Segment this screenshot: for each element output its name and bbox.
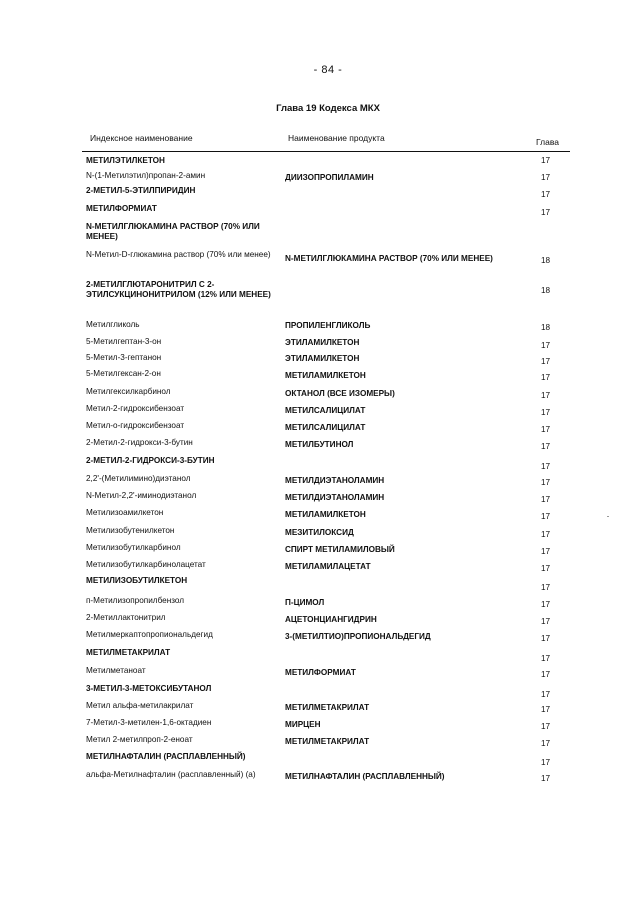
product-name-cell: МЕЗИТИЛОКСИД	[285, 528, 354, 537]
chapter-cell: 17	[541, 495, 551, 504]
chapter-cell: 17	[541, 583, 551, 592]
chapter-cell: 17	[541, 739, 551, 748]
index-name-cell: Метилгликоль	[86, 320, 140, 329]
chapter-cell: 17	[541, 208, 551, 217]
header-chapter: Глава	[536, 137, 559, 147]
chapter-cell: 17	[541, 156, 551, 165]
chapter-cell: 17	[541, 173, 551, 182]
index-name-cell: Метилизобутенилкетон	[86, 526, 175, 535]
product-name-cell: МЕТИЛФОРМИАТ	[285, 668, 356, 677]
index-name-cell: Метилмеркаптопропиональдегид	[86, 630, 213, 639]
index-name-cell: 2-МЕТИЛ-2-ГИДРОКСИ-3-БУТИН	[86, 456, 215, 465]
chapter-cell: 17	[541, 357, 551, 366]
index-name-cell: МЕТИЛФОРМИАТ	[86, 204, 157, 213]
table-header	[82, 131, 570, 152]
index-name-cell: Метил альфа-метилакрилат	[86, 701, 194, 710]
product-name-cell: ОКТАНОЛ (ВСЕ ИЗОМЕРЫ)	[285, 389, 395, 398]
index-name-cell: 5-Метил-3-гептанон	[86, 353, 162, 362]
product-name-cell: 3-(МЕТИЛТИО)ПРОПИОНАЛЬДЕГИД	[285, 632, 431, 641]
index-name-cell: Метилметаноат	[86, 666, 146, 675]
index-name-cell: N-Метил-2,2'-иминодиэтанол	[86, 491, 197, 500]
index-name-cell: 5-Метилгептан-3-он	[86, 337, 162, 346]
chapter-cell: 17	[541, 408, 551, 417]
index-name-cell: Метил 2-метилпроп-2-еноат	[86, 735, 193, 744]
index-name-cell: альфа-Метилнафталин (расплавленный) (а)	[86, 770, 256, 779]
product-name-cell: ЭТИЛАМИЛКЕТОН	[285, 354, 360, 363]
index-name-cell: 5-Метилгексан-2-он	[86, 369, 161, 378]
index-name-cell: Метил-2-гидроксибензоат	[86, 404, 185, 413]
product-name-cell: СПИРТ МЕТИЛАМИЛОВЫЙ	[285, 545, 395, 554]
chapter-cell: 17	[541, 705, 551, 714]
product-name-cell: МЕТИЛАМИЛКЕТОН	[285, 371, 366, 380]
chapter-cell: 17	[541, 654, 551, 663]
scan-mark	[607, 516, 609, 517]
index-name-cell: МЕТИЛЭТИЛКЕТОН	[86, 156, 165, 165]
product-name-cell: МЕТИЛМЕТАКРИЛАТ	[285, 703, 370, 712]
chapter-cell: 17	[541, 462, 551, 471]
chapter-cell: 18	[541, 323, 551, 332]
product-name-cell: ЭТИЛАМИЛКЕТОН	[285, 338, 360, 347]
index-name-cell: 2-МЕТИЛ-5-ЭТИЛПИРИДИН	[86, 186, 196, 195]
index-name-cell: МЕТИЛНАФТАЛИН (РАСПЛАВЛЕННЫЙ)	[86, 752, 246, 761]
product-name-cell: МЕТИЛДИЭТАНОЛАМИН	[285, 493, 385, 502]
index-name-cell: МЕТИЛИЗОБУТИЛКЕТОН	[86, 576, 188, 585]
product-name-cell: МЕТИЛМЕТАКРИЛАТ	[285, 737, 370, 746]
product-name-cell: П-ЦИМОЛ	[285, 598, 325, 607]
chapter-cell: 17	[541, 600, 551, 609]
chapter-cell: 18	[541, 256, 551, 265]
header-index-name: Индексное наименование	[90, 133, 193, 143]
chapter-cell: 17	[541, 670, 551, 679]
chapter-cell: 17	[541, 442, 551, 451]
index-name-cell: Метилизобутилкарбинолацетат	[86, 560, 206, 569]
chapter-cell: 17	[541, 425, 551, 434]
index-name-cell: 2-Метил-2-гидрокси-3-бутин	[86, 438, 193, 447]
index-name-cell: МЕТИЛМЕТАКРИЛАТ	[86, 648, 171, 657]
chapter-cell: 17	[541, 391, 551, 400]
chapter-cell: 17	[541, 758, 551, 767]
chapter-cell: 17	[541, 341, 551, 350]
product-name-cell: ПРОПИЛЕНГЛИКОЛЬ	[285, 321, 371, 330]
chapter-cell: 17	[541, 190, 551, 199]
product-name-cell: N-МЕТИЛГЛЮКАМИНА РАСТВОР (70% ИЛИ МЕНЕЕ)	[285, 254, 493, 263]
index-name-cell: 2-МЕТИЛГЛЮТАРОНИТРИЛ С 2-ЭТИЛСУКЦИНОНИТРИЛОМ (12% ИЛИ МЕНЕЕ)	[86, 280, 271, 299]
chapter-cell: 17	[541, 690, 551, 699]
index-name-cell: 2,2'-(Метилимино)диэтанол	[86, 474, 191, 483]
product-name-cell: МЕТИЛАМИЛКЕТОН	[285, 510, 366, 519]
product-name-cell: МЕТИЛАМИЛАЦЕТАТ	[285, 562, 371, 571]
page-title: Глава 19 Кодекса МКХ	[276, 103, 380, 114]
chapter-cell: 17	[541, 547, 551, 556]
index-name-cell: N-МЕТИЛГЛЮКАМИНА РАСТВОР (70% ИЛИ МЕНЕЕ)	[86, 222, 260, 241]
product-name-cell: АЦЕТОНЦИАНГИДРИН	[285, 615, 377, 624]
index-name-cell: Метилгексилкарбинол	[86, 387, 171, 396]
index-name-cell: Метилизоамилкетон	[86, 508, 164, 517]
chapter-cell: 17	[541, 722, 551, 731]
product-name-cell: МЕТИЛНАФТАЛИН (РАСПЛАВЛЕННЫЙ)	[285, 772, 445, 781]
chapter-cell: 18	[541, 286, 551, 295]
product-name-cell: МИРЦЕН	[285, 720, 321, 729]
index-name-cell: N-(1-Метилэтил)пропан-2-амин	[86, 171, 206, 180]
product-name-cell: ДИИЗОПРОПИЛАМИН	[285, 173, 374, 182]
header-product-name: Наименование продукта	[288, 133, 385, 143]
chapter-cell: 17	[541, 564, 551, 573]
product-name-cell: МЕТИЛБУТИНОЛ	[285, 440, 354, 449]
index-name-cell: Метилизобутилкарбинол	[86, 543, 181, 552]
product-name-cell: МЕТИЛДИЭТАНОЛАМИН	[285, 476, 385, 485]
page-number: - 84 -	[313, 64, 343, 76]
product-name-cell: МЕТИЛСАЛИЦИЛАТ	[285, 423, 366, 432]
chapter-cell: 17	[541, 774, 551, 783]
chapter-cell: 17	[541, 478, 551, 487]
index-name-cell: Метил-о-гидроксибензоат	[86, 421, 185, 430]
index-name-cell: 2-Метиллактонитрил	[86, 613, 166, 622]
product-name-cell: МЕТИЛСАЛИЦИЛАТ	[285, 406, 366, 415]
chapter-cell: 17	[541, 617, 551, 626]
index-name-cell: 3-МЕТИЛ-3-МЕТОКСИБУТАНОЛ	[86, 684, 212, 693]
chapter-cell: 17	[541, 512, 551, 521]
chapter-cell: 17	[541, 634, 551, 643]
index-name-cell: N-Метил-D-глюкамина раствор (70% или менее)	[86, 250, 271, 259]
index-name-cell: 7-Метил-3-метилен-1,6-октадиен	[86, 718, 212, 727]
chapter-cell: 17	[541, 530, 551, 539]
chapter-cell: 17	[541, 373, 551, 382]
index-name-cell: п-Метилизопропилбензол	[86, 596, 185, 605]
